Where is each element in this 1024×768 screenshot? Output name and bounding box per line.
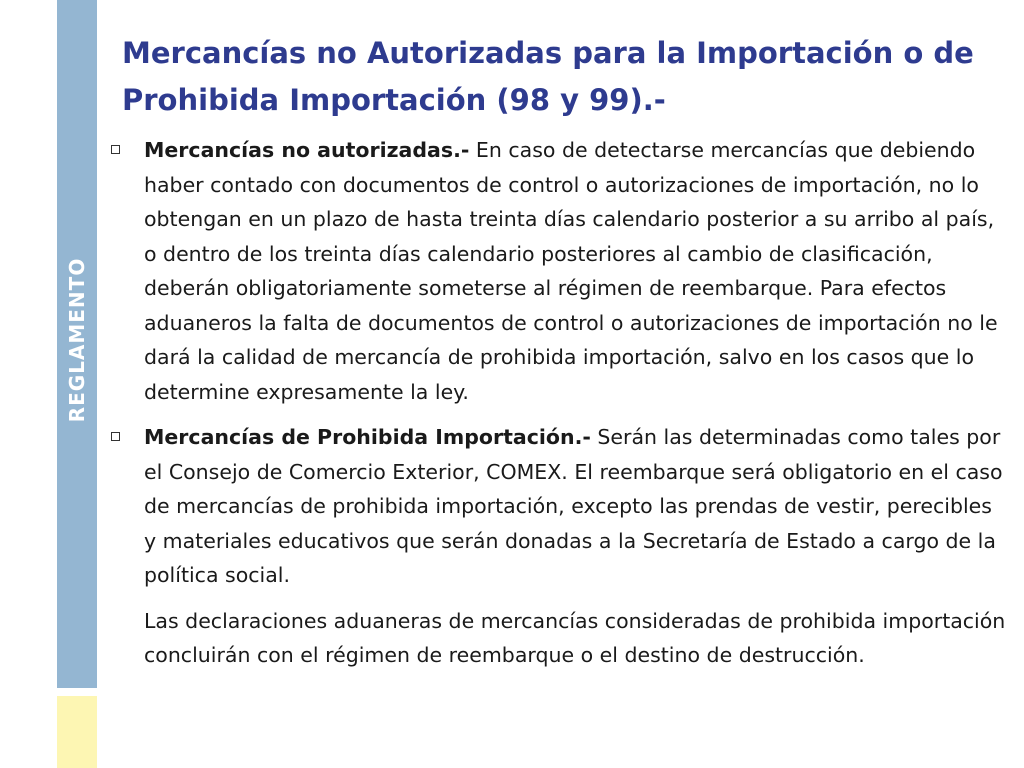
square-bullet-icon [111, 145, 120, 154]
bullet-item-prohibida-importacion [102, 420, 1007, 593]
slide-content [102, 133, 1007, 673]
slide-title: Mercancías no Autorizadas para la Importación o de Prohibida Importación (98 y 99).- [122, 36, 974, 117]
bullet-lead: Mercancías no autorizadas.- [144, 138, 470, 162]
square-bullet-icon [111, 432, 120, 441]
side-section-label: REGLAMENTO [65, 257, 89, 423]
sidebar-accent-block [57, 696, 97, 768]
bullet-item-mercancias-no-autorizadas [102, 133, 1007, 409]
closing-paragraph: Las declaraciones aduaneras de mercancías consideradas de prohibida importación concluirán con el régimen de reembarque o el destino de destrucción. [144, 608, 1006, 667]
bullet-text: Serán las determinadas como tales por el Consejo de Comercio Exterior, COMEX. El reembarque será obligatorio en el caso de mercancías de prohibida importación, excepto las prendas de vestir, perecibles y materiales educativos que serán donadas a la Secretaría de Estado a cargo de la política social. [144, 425, 1003, 587]
bullet-text: En caso de detectarse mercancías que debiendo haber contado con documentos de control o autorizaciones de importación, no lo obtengan en un plazo de hasta treinta días calendario posterior a su arribo al país, o dentro de los treinta días calendario posteriores al cambio de clasificación, deberán obligatoriamente someterse al régimen de reembarque. Para efectos aduaneros la falta de documentos de control o autorizaciones de importación no le dará la calidad de mercancía de prohibida importación, salvo en los casos que lo determine expresamente la ley. [144, 138, 998, 404]
bullet-lead: Mercancías de Prohibida Importación.- [144, 425, 591, 449]
